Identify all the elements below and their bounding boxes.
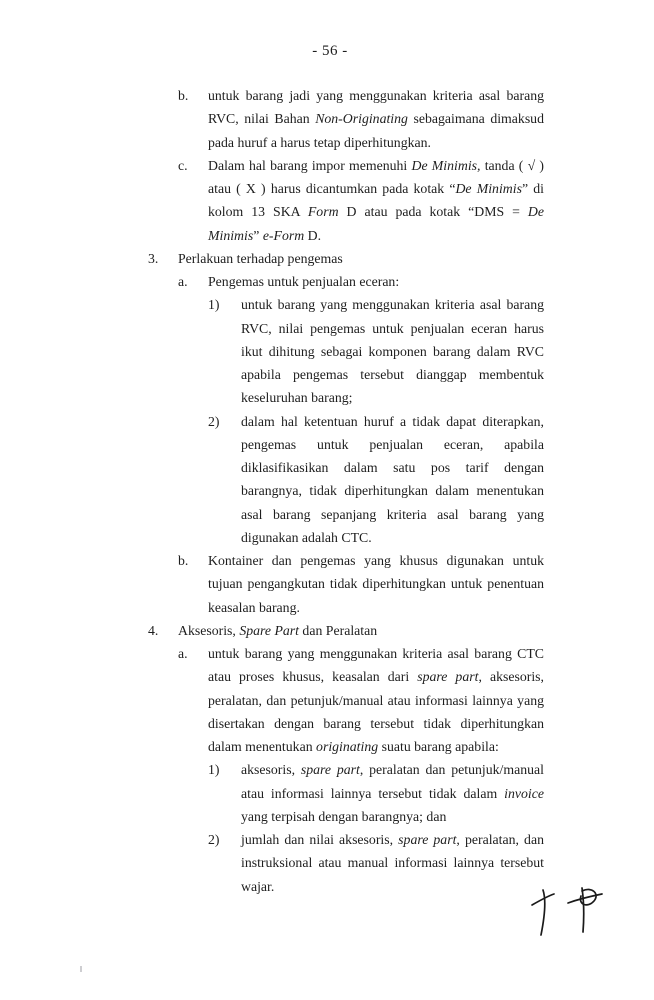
list-item-4	[148, 619, 544, 642]
item-marker: 4.	[148, 622, 159, 638]
document-body	[148, 84, 544, 898]
item-marker: 3.	[148, 250, 159, 266]
item-text: untuk barang yang menggunakan kriteria asal barang RVC, nilai pengemas untuk penjualan eceran harus ikut dihitung sebagai komponen barang dalam RVC apabila pengemas tersebut dianggap membentuk keseluruhan barang;	[241, 297, 544, 406]
list-item-b	[148, 84, 544, 154]
item-marker: c.	[178, 157, 188, 173]
list-item-4a	[148, 642, 544, 758]
item-marker: a.	[178, 646, 188, 661]
item-text: aksesoris, spare part, peralatan dan petunjuk/manual atau informasi lainnya tersebut tidak dalam invoice yang terpisah dengan barangnya; dan	[241, 762, 544, 824]
item-text: Aksesoris, Spare Part dan Peralatan	[178, 622, 378, 638]
list-item-c	[148, 154, 544, 247]
item-text: Pengemas untuk penjualan eceran:	[208, 274, 400, 289]
item-text: untuk barang jadi yang menggunakan kriteria asal barang RVC, nilai Bahan Non-Originating sebagaimana dimaksud pada huruf a harus tetap diperhitungkan.	[208, 88, 544, 150]
list-item-3a	[148, 270, 544, 293]
list-item-4a1	[148, 758, 544, 828]
item-text: Kontainer dan pengemas yang khusus digunakan untuk tujuan pengangkutan tidak diperhitungkan untuk penentuan keasalan barang.	[208, 553, 544, 615]
item-marker: 1)	[208, 762, 220, 778]
item-marker: 2)	[208, 413, 220, 429]
item-marker: b.	[178, 88, 189, 103]
item-text: Dalam hal barang impor memenuhi De Minimis, tanda ( √ ) atau ( X ) harus dicantumkan pada kotak “De Minimis” di kolom 13 SKA Form D atau pada kotak “DMS = De Minimis” e-Form D.	[208, 157, 545, 243]
item-text: untuk barang yang menggunakan kriteria asal barang CTC atau proses khusus, keasalan dari spare part, aksesoris, peralatan, dan petunjuk/manual atau informasi lainnya yang disertakan dengan barang tersebut tidak diperhitungkan dalam menentukan originating suatu barang apabila:	[208, 646, 544, 754]
handwritten-initials-icon	[505, 875, 615, 950]
item-text: dalam hal ketentuan huruf a tidak dapat diterapkan, pengemas untuk penjualan eceran, apabila diklasifikasikan dalam satu pos tarif dengan barangnya, tidak diperhitungkan dalam menentukan asal barang sepanjang kriteria asal barang yang digunakan adalah CTC.	[241, 413, 544, 545]
item-text: Perlakuan terhadap pengemas	[178, 250, 343, 266]
list-item-3	[148, 247, 544, 270]
item-marker: 1)	[208, 297, 220, 313]
item-marker: 2)	[208, 832, 220, 847]
scan-artifact	[80, 966, 82, 972]
list-item-3a2	[148, 410, 544, 550]
item-text: jumlah dan nilai aksesoris, spare part, peralatan, dan instruksional atau manual informasi lainnya tersebut wajar.	[241, 832, 544, 894]
list-item-4a2	[148, 828, 544, 898]
page-number: - 56 -	[312, 43, 348, 59]
item-marker: b.	[178, 553, 189, 568]
item-marker: a.	[178, 274, 188, 289]
list-item-3a1	[148, 293, 544, 409]
list-item-3b	[148, 549, 544, 619]
